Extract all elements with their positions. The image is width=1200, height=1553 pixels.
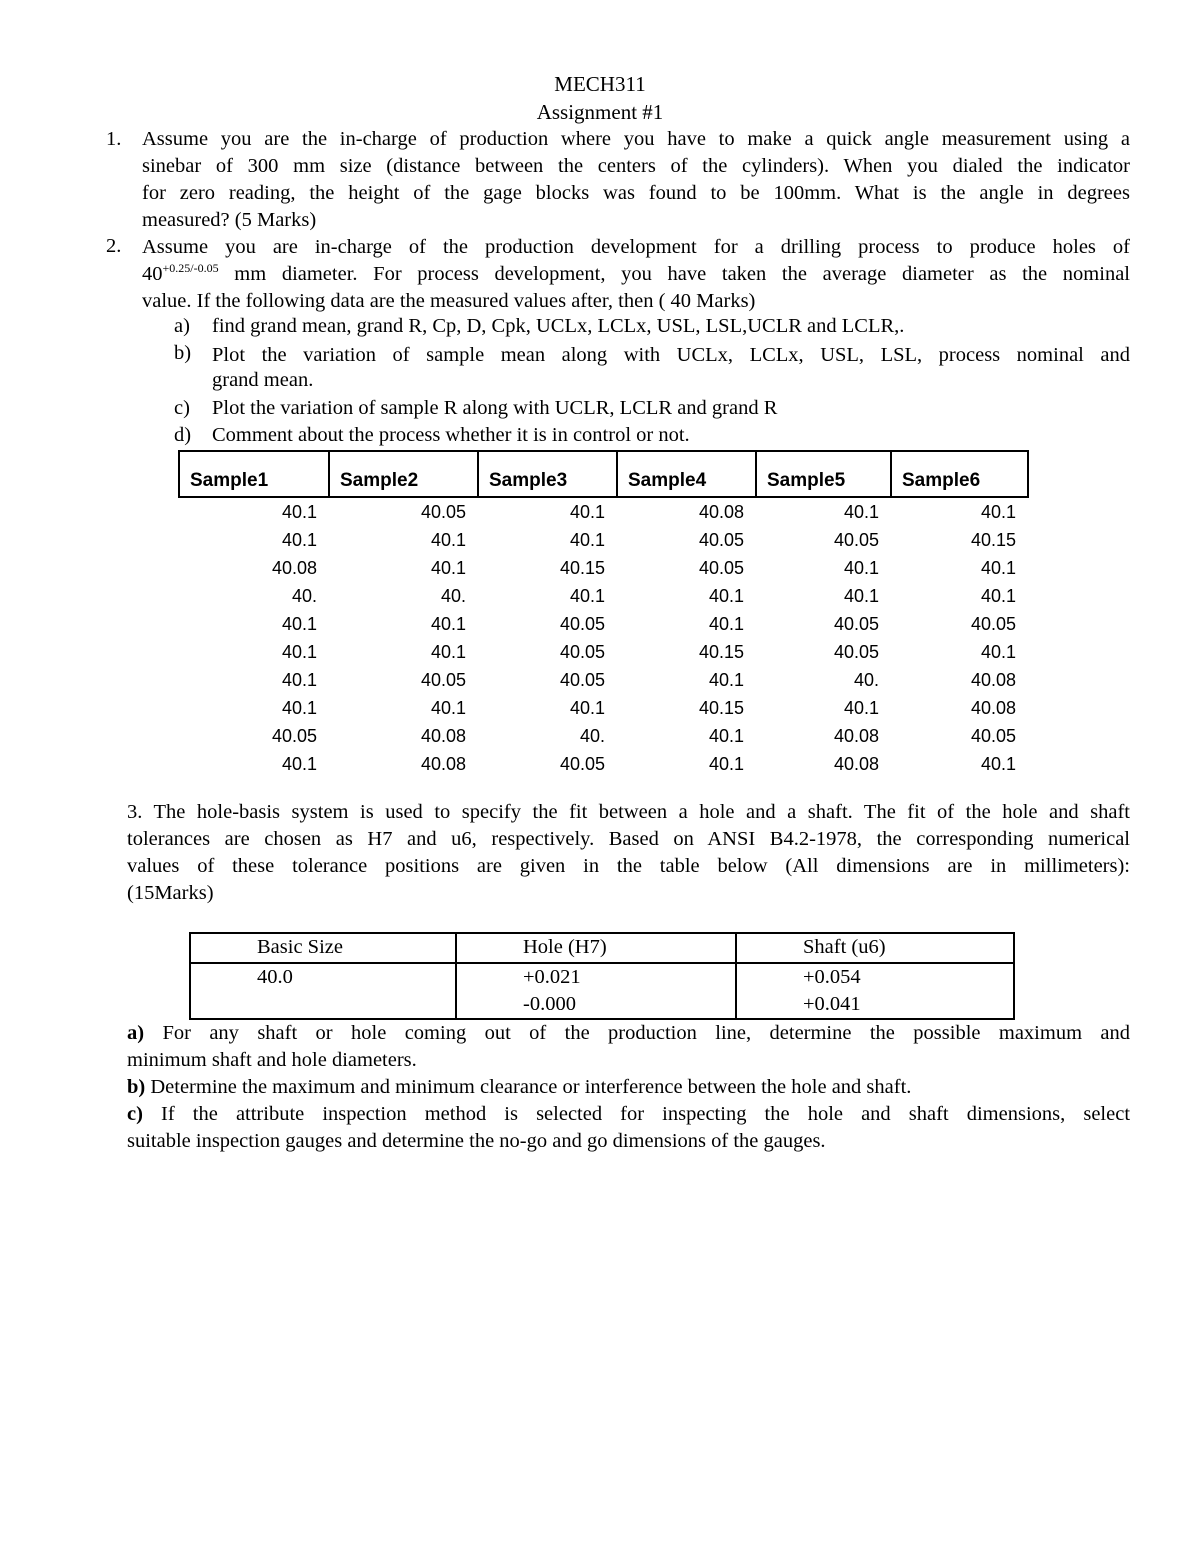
table-cell: 40.1 — [430, 529, 466, 550]
table-cell: 40.05 — [559, 641, 605, 662]
table-cell: 40.05 — [970, 725, 1016, 746]
q2-text — [142, 234, 1130, 315]
q3-part-a-text: For any shaft or hole coming out of the production line, determine the possible maximum and — [162, 1022, 1130, 1044]
q3-part-b-text: Determine the maximum and minimum clearance or interference between the hole and shaft. — [150, 1076, 912, 1098]
table-cell: 40.1 — [843, 697, 879, 718]
q1-number: 1. — [106, 128, 122, 150]
table-cell: 40.1 — [980, 557, 1016, 578]
table-cell: 40.08 — [420, 753, 466, 774]
q3-line-4: (15Marks) — [127, 882, 214, 904]
table-row — [179, 722, 1028, 750]
table-cell: 40.1 — [708, 585, 744, 606]
table-cell: 40.15 — [970, 529, 1016, 550]
table-cell: 40.08 — [833, 753, 879, 774]
q2-part-d-text: Comment about the process whether it is in control or not. — [212, 424, 690, 446]
table-cell: 40.1 — [569, 529, 605, 550]
q3-line-1: 3. The hole-basis system is used to specify the fit between a hole and a shaft. The fit of the hole and shaft — [127, 801, 1130, 823]
tol-header-shaft: Shaft (u6) — [736, 933, 1014, 963]
q1-text — [142, 126, 1130, 234]
table-cell: 40.05 — [559, 669, 605, 690]
table-cell: 40.1 — [430, 697, 466, 718]
q1-line-1: Assume you are the in-charge of production where you have to make a quick angle measurement using a — [142, 128, 1130, 150]
table-row — [179, 694, 1028, 722]
q3-part-c-text: If the attribute inspection method is selected for inspecting the hole and shaft dimensions, select — [161, 1103, 1131, 1125]
q1-line-2: sinebar of 300 mm size (distance between the centers of the cylinders). When you dialed the indicator — [142, 155, 1130, 177]
table-cell: 40.05 — [271, 725, 317, 746]
samples-header-row — [179, 451, 1028, 497]
table-cell: 40.1 — [281, 501, 317, 522]
q3-part-a-line-2: minimum shaft and hole diameters. — [127, 1049, 417, 1071]
assignment-title: Assignment #1 — [536, 100, 664, 124]
table-cell: 40.05 — [970, 613, 1016, 634]
table-cell: 40.1 — [569, 501, 605, 522]
header-sample3: Sample3 — [478, 451, 617, 497]
q3-part-a-line-1 — [127, 1020, 1130, 1047]
header-sample1: Sample1 — [179, 451, 329, 497]
table-cell: 40.1 — [708, 613, 744, 634]
table-cell: 40.1 — [281, 641, 317, 662]
table-cell: 40.1 — [430, 641, 466, 662]
table-cell: 40.08 — [970, 669, 1016, 690]
table-cell: 40.08 — [420, 725, 466, 746]
table-cell: 40. — [853, 669, 879, 690]
table-cell: 40.1 — [980, 585, 1016, 606]
q1-line-4: measured? (5 Marks) — [142, 209, 317, 231]
table-cell: 40.05 — [420, 669, 466, 690]
tolerance-data-row — [190, 963, 1014, 1019]
q2-line-3: value. If the following data are the measured values after, then ( 40 Marks) — [142, 290, 756, 312]
tolerance-header-row — [190, 933, 1014, 963]
table-cell: 40.1 — [281, 697, 317, 718]
table-cell: 40. — [579, 725, 605, 746]
tol-basic-size — [190, 963, 456, 1019]
table-cell: 40.05 — [833, 613, 879, 634]
table-cell: 40.1 — [569, 585, 605, 606]
q2-number: 2. — [106, 235, 122, 257]
q2-part-b-text-cont: grand mean. — [212, 369, 314, 391]
course-title: MECH311 — [554, 72, 646, 96]
header-sample4: Sample4 — [617, 451, 756, 497]
table-cell: 40.08 — [271, 557, 317, 578]
table-cell: 40.05 — [833, 641, 879, 662]
table-cell: 40.1 — [569, 697, 605, 718]
header-sample6: Sample6 — [891, 451, 1028, 497]
basic-size-value: 40.0 — [257, 966, 293, 988]
header-sample5: Sample5 — [756, 451, 891, 497]
q2-part-c-label: c) — [174, 397, 190, 419]
table-cell: 40.1 — [281, 613, 317, 634]
q2-part-b-text: Plot the variation of sample mean along with UCLx, LCLx, USL, LSL, process nominal and — [212, 344, 1130, 366]
table-cell: 40.1 — [980, 641, 1016, 662]
table-cell: 40.05 — [559, 753, 605, 774]
q3-part-c-line-2: suitable inspection gauges and determine the no-go and go dimensions of the gauges. — [127, 1130, 826, 1152]
q3-parts — [127, 1020, 1130, 1155]
samples-body — [179, 497, 1028, 778]
table-cell: 40. — [440, 585, 466, 606]
q2-tolerance: +0.25/-0.05 — [162, 261, 219, 276]
tolerance-table — [189, 932, 1015, 1020]
q3-line-3: values of these tolerance positions are given in the table below (All dimensions are in millimeters): — [127, 855, 1130, 877]
table-cell: 40.08 — [833, 725, 879, 746]
table-cell: 40. — [291, 585, 317, 606]
q3-text — [127, 799, 1130, 907]
table-cell: 40.05 — [420, 501, 466, 522]
tol-header-basic-size: Basic Size — [190, 933, 456, 963]
q2-nominal: 40 — [142, 263, 163, 285]
table-cell: 40.1 — [843, 557, 879, 578]
table-cell: 40.1 — [843, 585, 879, 606]
table-cell: 40.1 — [281, 529, 317, 550]
header-sample2: Sample2 — [329, 451, 478, 497]
table-cell: 40.05 — [698, 557, 744, 578]
table-cell: 40.1 — [980, 753, 1016, 774]
table-cell: 40.05 — [833, 529, 879, 550]
samples-table — [178, 450, 1029, 778]
tol-hole — [456, 963, 736, 1019]
table-row — [179, 750, 1028, 778]
q3-part-c-line-1 — [127, 1101, 1130, 1128]
table-cell: 40.05 — [698, 529, 744, 550]
q3-line-2: tolerances are chosen as H7 and u6, respectively. Based on ANSI B4.2-1978, the corresponding numerical — [127, 828, 1130, 850]
q3-part-a-label: a) — [127, 1022, 145, 1044]
table-cell: 40.05 — [559, 613, 605, 634]
q3-part-c-label: c) — [127, 1103, 143, 1125]
table-cell: 40.1 — [430, 613, 466, 634]
hole-upper-value: +0.021 — [523, 966, 581, 988]
table-cell: 40.1 — [708, 753, 744, 774]
table-row — [179, 638, 1028, 666]
q2-part-d-label: d) — [174, 424, 192, 446]
table-cell: 40.1 — [980, 501, 1016, 522]
shaft-lower-value: +0.041 — [803, 993, 861, 1015]
table-cell: 40.1 — [430, 557, 466, 578]
q2-line-2-rest: mm diameter. For process development, you have taken the average diameter as the nominal — [218, 263, 1130, 285]
table-cell: 40.1 — [708, 725, 744, 746]
hole-lower-value: -0.000 — [523, 993, 576, 1015]
q3-part-b — [127, 1074, 1130, 1101]
q2-part-a-text: find grand mean, grand R, Cp, D, Cpk, UCLx, LCLx, USL, LSL,UCLR and LCLR,. — [212, 315, 905, 337]
table-cell: 40.08 — [698, 501, 744, 522]
table-cell: 40.1 — [843, 501, 879, 522]
table-cell: 40.15 — [698, 697, 744, 718]
table-row — [179, 610, 1028, 638]
table-row — [179, 666, 1028, 694]
q2-line-2 — [142, 261, 1130, 288]
shaft-upper-value: +0.054 — [803, 966, 861, 988]
table-row — [179, 582, 1028, 610]
table-cell: 40.1 — [281, 669, 317, 690]
table-cell: 40.15 — [559, 557, 605, 578]
table-cell: 40.08 — [970, 697, 1016, 718]
table-cell: 40.15 — [698, 641, 744, 662]
q1-line-3: for zero reading, the height of the gage blocks was found to be 100mm. What is the angle in degrees — [142, 182, 1130, 204]
q2-part-a-label: a) — [174, 315, 190, 337]
tol-shaft — [736, 963, 1014, 1019]
table-cell: 40.1 — [281, 753, 317, 774]
table-row — [179, 497, 1028, 526]
table-cell: 40.1 — [708, 669, 744, 690]
tol-header-hole: Hole (H7) — [456, 933, 736, 963]
q2-part-b-label: b) — [174, 342, 192, 364]
q2-part-c-text: Plot the variation of sample R along with UCLR, LCLR and grand R — [212, 397, 778, 419]
table-row — [179, 526, 1028, 554]
q3-part-b-label: b) — [127, 1076, 146, 1098]
table-row — [179, 554, 1028, 582]
q2-line-1: Assume you are in-charge of the production development for a drilling process to produce holes of — [142, 236, 1130, 258]
